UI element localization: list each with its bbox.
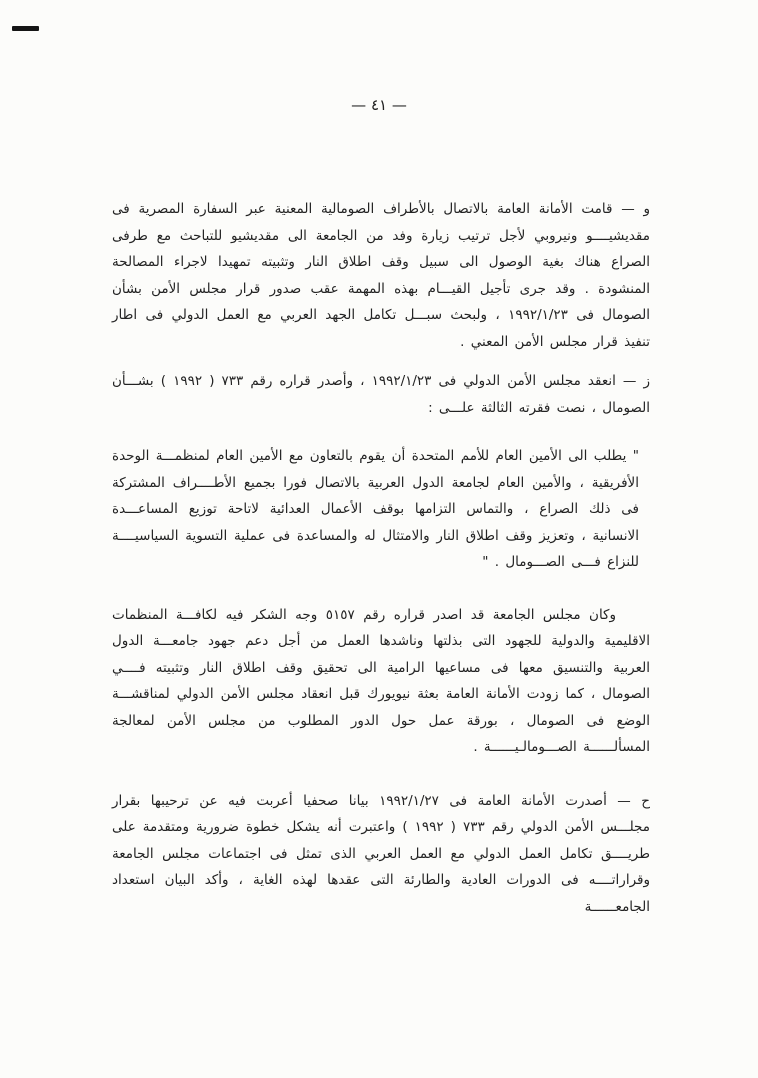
paragraph-resolution-quote: " يطلب الى الأمين العام للأمم المتحدة أن يقوم بالتعاون مع الأمين العام لمنظمـــة الوحدة الأفريقية ، والأمين العام لجامعة الدول العربية بالاتصال فورا بجميع الأطــــراف المشتركة فى ذلك الصراع ، والتماس التزامها بوقف الأعمال العدائية لاتاحة توزيع المساعـــدة الانسانية ، وتعزيز وقف اطلاق النار والامتثال له والمساعدة فى عملية التسوية السياسيــــة للنزاع فـــى الصـــومال . " [112, 448, 639, 570]
paragraph-zay-security-council: ز — انعقد مجلس الأمن الدولي فى ١٩٩٢/١/٢٣ ، وأصدر قراره رقم ٧٣٣ ( ١٩٩٢ ) بشـــأن الصومال ، نصت فقرته الثالثة علـــى : [112, 373, 651, 416]
scan-artifact-mark [12, 26, 39, 31]
paragraph-waw-contacts: و — قامت الأمانة العامة بالاتصال بالأطراف الصومالية المعنية عبر السفارة المصرية فى مقديشيــــو ونيروبي لأجل ترتيب زيارة وفد من الجامعة الى مقديشيو للتباحث مع طرفى الصراع هناك بغية الوصول الى سبيل وقف اطلاق النار وتثبيته تمهيدا لاجراء المصالحة المنشودة . وقد جرى تأجيل القيـــام بهذه المهمة عقب صدور قرار مجلس الأمن بشأن الصومال فى ١٩٩٢/١/٢٣ ، ولبحث سبـــل تكامل الجهد العربي مع العمل الدولي فى اطار تنفيذ قرار مجلس الأمن المعني . [112, 201, 650, 350]
page-number: — ٤١ — [351, 96, 407, 114]
document-text [112, 196, 650, 920]
paragraph-ha-press-statement: ح — أصدرت الأمانة العامة فى ١٩٩٢/١/٢٧ بيانا صحفيا أعربت فيه عن ترحيبها بقرار مجلـــس الأمن الدولي رقم ٧٣٣ ( ١٩٩٢ ) واعتبرت أنه يشكل خطوة ضرورية ومتقدمة على طريــــق تكامل العمل الدولي مع العمل العربي الذى تمثل فى اجتماعات مجلس الجامعة وقراراتــــه فى الدورات العادية والطارئة التى عقدها لهذه الغاية ، وأكد البيان استعداد الجامعــــــة [112, 792, 650, 915]
paragraph-league-council: وكان مجلس الجامعة قد اصدر قراره رقم ٥١٥٧ وجه الشكر فيه لكافـــة المنظمات الاقليمية والدولية للجهود التى بذلتها وناشدها العمل من أجل دعم جهود جامعـــة الدول العربية والتنسيق معها فى مساعيها الرامية الى تحقيق وقف اطلاق النار وتثبيته فــــي الصومال ، كما زودت الأمانة العامة بعثة نيويورك قبل انعقاد مجلس الأمن الدولي لمناقشـــة الوضع فى الصومال ، بورقة عمل حول الدور المطلوب من مجلس الأمن لمعالجة المسألــــــة الصـــومالـيــــــة . [112, 606, 650, 755]
